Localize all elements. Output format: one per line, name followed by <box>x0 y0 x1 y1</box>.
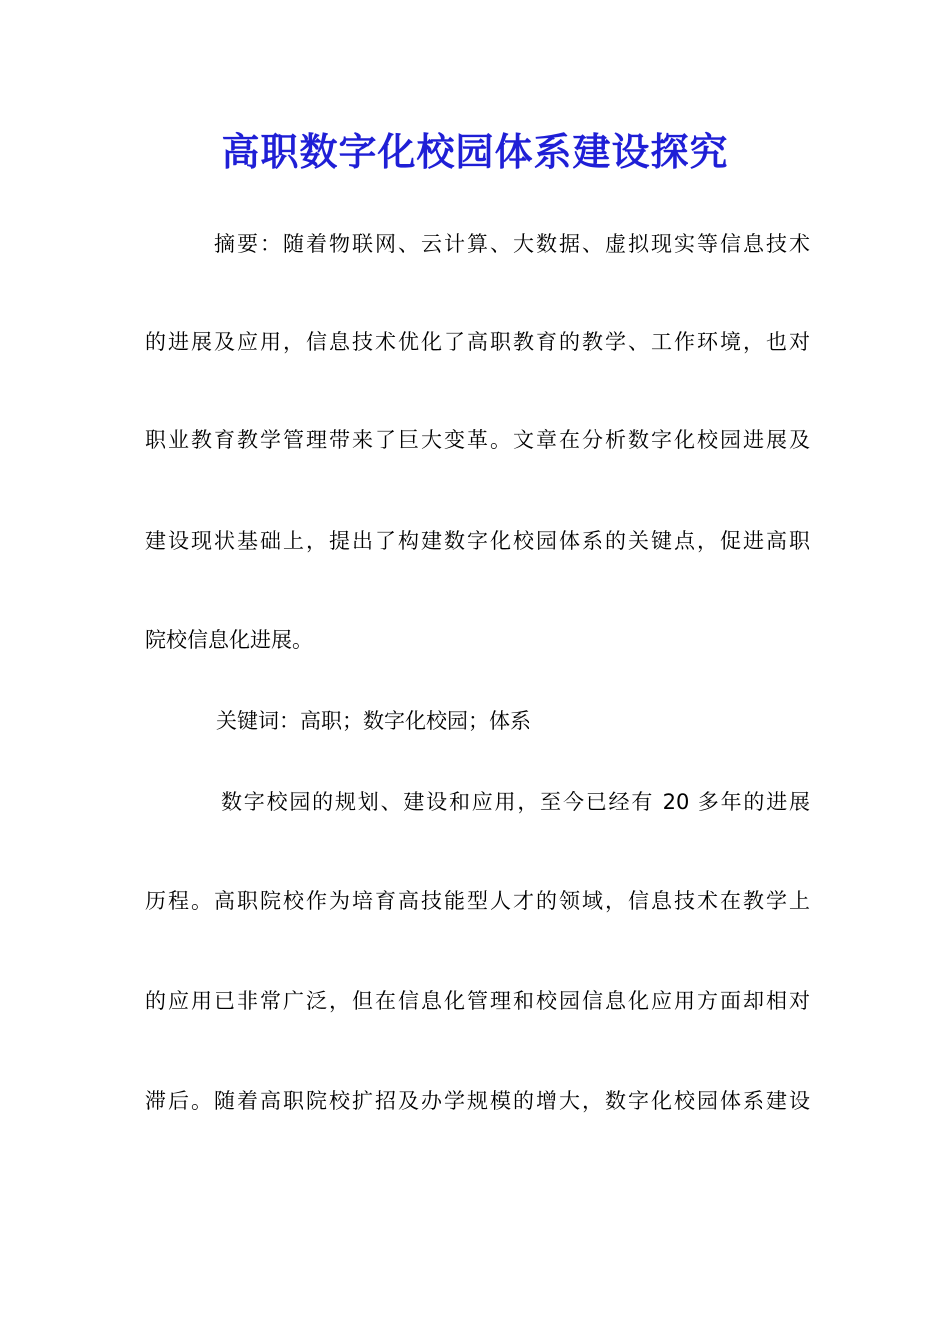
body-line-1: 数字校园的规划、建设和应用，至今已经有 20 多年的进展 <box>221 790 810 814</box>
body-line-2: 历程。高职院校作为培育高技能型人才的领域，信息技术在教学上 <box>145 889 810 913</box>
document-title: 高职数字化校园体系建设探究 <box>221 129 729 174</box>
abstract-line-3: 职业教育教学管理带来了巨大变革。文章在分析数字化校园进展及 <box>145 428 810 452</box>
abstract-line-4: 建设现状基础上，提出了构建数字化校园体系的关键点，促进高职 <box>145 529 810 553</box>
abstract-line-2: 的进展及应用，信息技术优化了高职教育的教学、工作环境，也对 <box>145 330 810 354</box>
keywords-line: 关键词：高职；数字化校园；体系 <box>216 709 531 733</box>
body-line-3: 的应用已非常广泛，但在信息化管理和校园信息化应用方面却相对 <box>145 989 810 1013</box>
body-line-4: 滞后。随着高职院校扩招及办学规模的增大，数字化校园体系建设 <box>145 1089 810 1113</box>
abstract-line-5: 院校信息化进展。 <box>145 628 313 652</box>
abstract-line-1: 摘要：随着物联网、云计算、大数据、虚拟现实等信息技术 <box>214 232 810 256</box>
